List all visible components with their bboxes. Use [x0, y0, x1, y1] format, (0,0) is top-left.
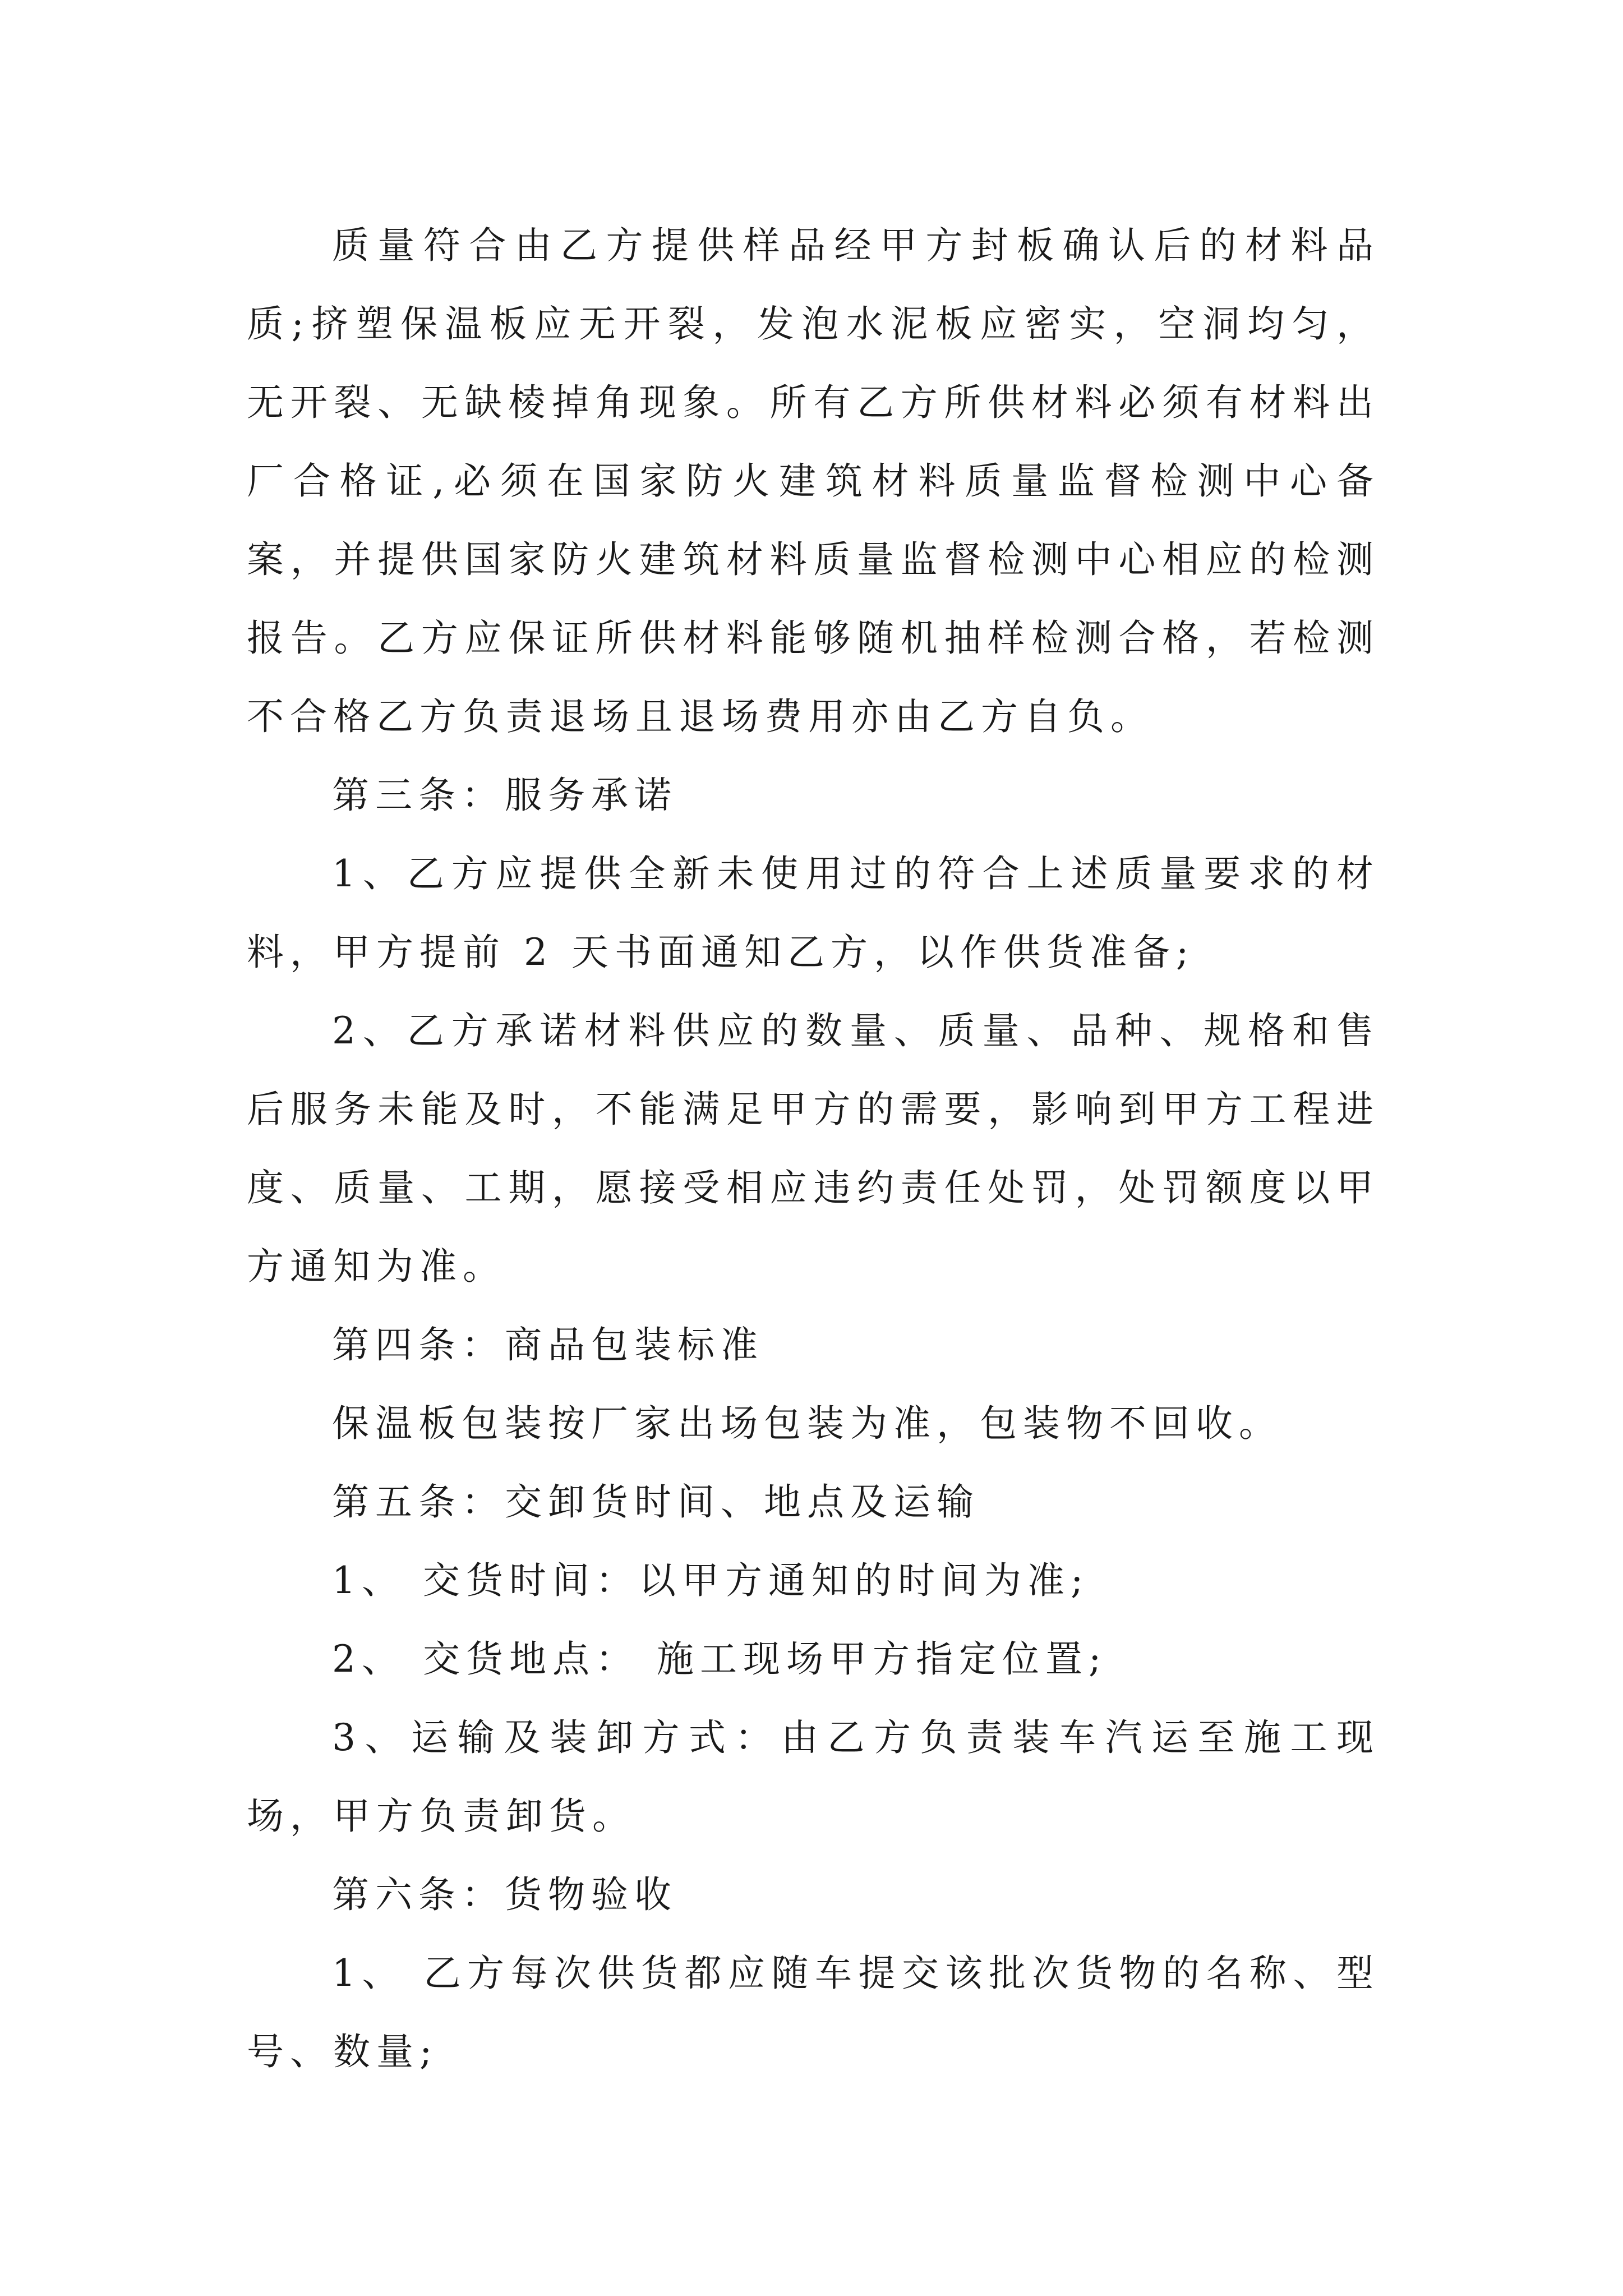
heading-article-6: 第六条：货物验收	[332, 1873, 677, 1916]
heading-article-5: 第五条：交卸货时间、地点及运输	[332, 1480, 980, 1524]
document-body	[247, 206, 1380, 2091]
paragraph-article-5-item-1: 1、 交货时间：以甲方通知的时间为准;	[332, 1559, 1090, 1602]
paragraph-article-3-item-2: 2、乙方承诺材料供应的数量、质量、品种、规格和售后服务未能及时，不能满足甲方的需要，影响到甲方工程进度、质量、工期，愿接受相应违约责任处罚，处罚额度以甲方通知为准。	[247, 1009, 1380, 1288]
heading-article-3: 第三条：服务承诺	[332, 774, 677, 817]
paragraph-article-3-item-1: 1、乙方应提供全新未使用过的符合上述质量要求的材料，甲方提前 2 天书面通知乙方，以作供货准备;	[247, 852, 1380, 974]
paragraph-article-5-item-2: 2、 交货地点： 施工现场甲方指定位置;	[332, 1637, 1108, 1681]
paragraph-article-6-item-1: 1、 乙方每次供货都应随车提交该批次货物的名称、型号、数量;	[247, 1952, 1380, 2073]
paragraph-article-4-body: 保温板包装按厂家出场包装为准，包装物不回收。	[332, 1402, 1282, 1445]
heading-article-4: 第四条：商品包装标准	[332, 1323, 764, 1366]
paragraph-article-5-item-3: 3、运输及装卸方式：由乙方负责装车汽运至施工现场，甲方负责卸货。	[247, 1716, 1380, 1838]
paragraph-quality-requirements: 质量符合由乙方提供样品经甲方封板确认后的材料品质;挤塑保温板应无开裂，发泡水泥板应密实，空洞均匀，无开裂、无缺棱掉角现象。所有乙方所供材料必须有材料出厂合格证,必须在国家防火建筑材料质量监督检测中心备案，并提供国家防火建筑材料质量监督检测中心相应的检测报告。乙方应保证所供材料能够随机抽样检测合格，若检测不合格乙方负责退场且退场费用亦由乙方自负。	[247, 224, 1380, 738]
